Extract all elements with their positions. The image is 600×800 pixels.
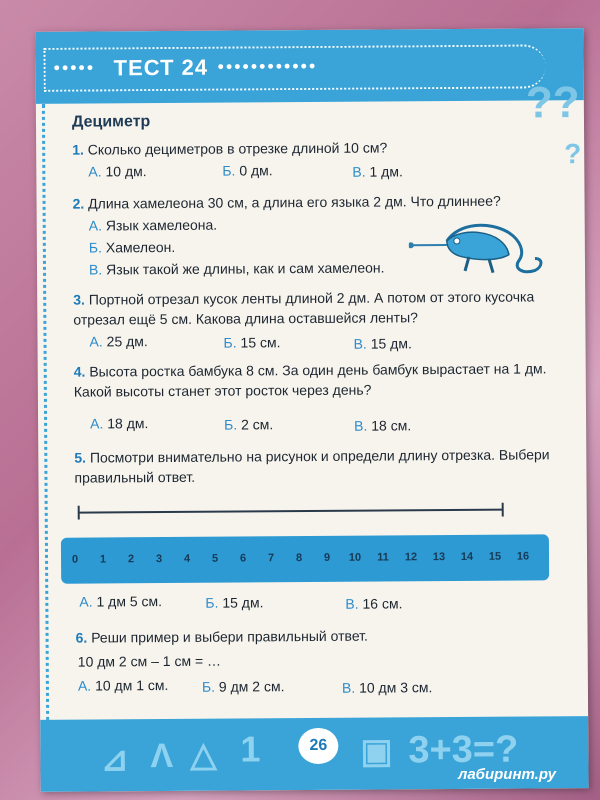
ruler-tick-8: 8 — [295, 552, 303, 565]
q6-option-c[interactable]: В. 10 дм 3 см. — [341, 679, 433, 696]
question-number: 4. — [73, 363, 86, 380]
q4-option-c[interactable]: В. 18 см. — [354, 417, 412, 434]
q1-option-a[interactable]: А. 10 дм. — [88, 163, 147, 180]
workbook-page — [35, 28, 588, 792]
q4-option-a[interactable]: А. 18 дм. — [90, 415, 149, 432]
q2-option-a[interactable]: А. Язык хамелеона. — [88, 216, 218, 234]
q1-option-b[interactable]: Б. 0 дм. — [222, 162, 273, 179]
ruler-tick-4: 4 — [183, 552, 191, 565]
question-number: 3. — [73, 291, 85, 308]
question-6 — [76, 624, 566, 647]
header-dots-right: •••••••••••• — [217, 55, 318, 77]
question-number: 6. — [75, 629, 88, 646]
question-number: 5. — [74, 449, 87, 466]
q1-option-c[interactable]: В. 1 дм. — [352, 163, 403, 180]
topic-heading: Дециметр — [71, 113, 151, 131]
question-mark-decoration: ? — [564, 138, 582, 170]
question-number: 1. — [72, 141, 84, 158]
ruler-tick-0: 0 — [71, 553, 79, 566]
question-text: Портной отрезал кусок ленты длиной 2 дм. А потом от этого кусочка отрезал ещё 5 см. Какова длина оставшейся ленты? — [73, 288, 535, 328]
ruler-tick-11: 11 — [377, 551, 389, 564]
page-number: 26 — [298, 728, 338, 764]
question-text: Посмотри внимательно на рисунок и определи длину отрезка. Выбери правильный ответ. — [74, 446, 550, 486]
ruler-tick-10: 10 — [348, 551, 362, 564]
question-5 — [74, 444, 564, 487]
q6-expression: 10 дм 2 см – 1 см = … — [77, 652, 222, 670]
question-2 — [72, 190, 562, 213]
ruler-tick-13: 13 — [432, 551, 446, 564]
q6-option-b[interactable]: Б. 9 дм 2 см. — [201, 678, 285, 695]
calculator-icon: ▣ — [360, 732, 393, 771]
ruler-tick-9: 9 — [323, 551, 331, 564]
question-text: Реши пример и выбери правильный ответ. — [91, 627, 368, 646]
chameleon-illustration — [409, 214, 549, 287]
question-text: Длина хамелеона 30 см, а длина его языка 2 дм. Что длиннее? — [88, 192, 501, 212]
question-4 — [74, 358, 564, 401]
q6-option-a[interactable]: А. 10 дм 1 см. — [77, 677, 169, 694]
q3-option-b[interactable]: Б. 15 см. — [223, 334, 281, 351]
header-dots-left: ••••• — [53, 57, 96, 78]
ruler — [61, 534, 549, 583]
ruler-tick-14: 14 — [460, 550, 474, 563]
ruler-tick-12: 12 — [404, 551, 418, 564]
question-3 — [73, 286, 563, 329]
ruler-tick-5: 5 — [211, 552, 219, 565]
question-text: Сколько дециметров в отрезке длиной 10 см? — [87, 139, 388, 158]
measured-segment — [77, 503, 505, 520]
watermark-logo: лабиринт.ру — [458, 766, 556, 783]
ruler-tick-3: 3 — [155, 553, 163, 566]
question-marks-decoration: ?? — [525, 78, 580, 128]
q5-option-c[interactable]: В. 16 см. — [345, 595, 403, 612]
ruler-tick-16: 16 — [516, 550, 530, 563]
number-one-icon: 1 — [240, 728, 261, 770]
q4-option-b[interactable]: Б. 2 см. — [224, 416, 274, 433]
q3-option-c[interactable]: В. 15 дм. — [353, 335, 412, 352]
q3-option-a[interactable]: А. 25 дм. — [89, 333, 148, 350]
q5-option-b[interactable]: Б. 15 дм. — [205, 594, 264, 611]
left-dotted-border — [42, 104, 53, 734]
ruler-tick-7: 7 — [267, 552, 275, 565]
question-1 — [72, 136, 562, 159]
q2-option-b[interactable]: Б. Хамелеон. — [88, 238, 176, 256]
question-text: Высота ростка бамбука 8 см. За один день бамбук вырастает на 1 дм. Какой высоты станет этот росток через день? — [73, 360, 547, 400]
test-title: ТЕСТ 24 — [113, 54, 209, 81]
ruler-tick-6: 6 — [239, 552, 247, 565]
compass-icon: Λ — [150, 736, 174, 776]
q2-option-c[interactable]: В. Язык такой же длины, как и сам хамелеон. — [88, 259, 385, 278]
ruler-tick-15: 15 — [488, 550, 502, 563]
ruler-tick-1: 1 — [99, 553, 107, 566]
triangle-icon: △ — [190, 735, 217, 774]
ruler-tick-2: 2 — [127, 553, 135, 566]
q5-option-a[interactable]: А. 1 дм 5 см. — [79, 593, 163, 610]
triangle-ruler-icon: ⊿ — [100, 740, 130, 779]
page-header — [35, 28, 583, 104]
question-number: 2. — [72, 195, 85, 212]
footer-equation-decoration: 3+3=? — [408, 728, 519, 772]
